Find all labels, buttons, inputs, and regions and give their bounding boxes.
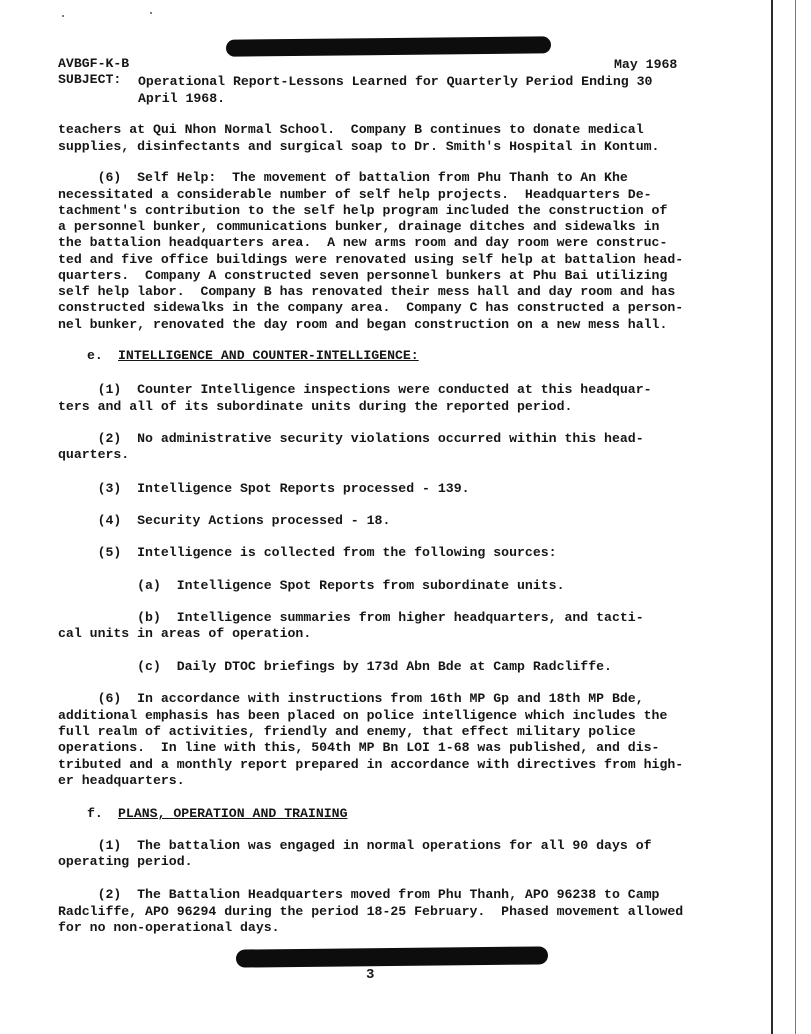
- paragraph-line: (1) The battalion was engaged in normal operations for all 90 days of: [58, 838, 652, 853]
- subject-label: SUBJECT:: [58, 72, 122, 87]
- paragraph-line: nel bunker, renovated the day room and began construction on a new mess hall.: [58, 317, 668, 332]
- paragraph-line: ted and five office buildings were renovated using self help at battalion head-: [58, 252, 684, 267]
- paragraph-line: (2) No administrative security violations occurred within this head-: [58, 431, 644, 446]
- paragraph-line: cal units in areas of operation.: [58, 626, 312, 641]
- paragraph-line: (6) In accordance with instructions from 16th MP Gp and 18th MP Bde,: [58, 691, 644, 706]
- document-date: May 1968: [614, 57, 678, 72]
- paragraph-line: operating period.: [58, 854, 193, 869]
- list-item: (3) Intelligence Spot Reports processed - 139.: [58, 481, 470, 496]
- paragraph-line: ters and all of its subordinate units during the reported period.: [58, 399, 573, 414]
- paragraph-line: teachers at Qui Nhon Normal School. Company B continues to donate medical: [58, 122, 644, 137]
- paragraph-line: full realm of activities, friendly and enemy, that effect military police: [58, 724, 636, 739]
- paragraph-line: operations. In line with this, 504th MP Bn LOI 1-68 was published, and dis-: [58, 740, 660, 755]
- paragraph-line: er headquarters.: [58, 773, 185, 788]
- scan-speck: [62, 15, 64, 17]
- scan-edge-line: [771, 0, 773, 1034]
- paragraph-line: the battalion headquarters area. A new arms room and day room were construc-: [58, 235, 668, 250]
- paragraph-line: (2) The Battalion Headquarters moved from Phu Thanh, APO 96238 to Camp: [58, 887, 660, 902]
- paragraph-line: (6) Self Help: The movement of battalion from Phu Thanh to An Khe: [58, 170, 628, 185]
- scan-speck: [150, 12, 152, 14]
- paragraph-line: a personnel bunker, communications bunker, drainage ditches and sidewalks in: [58, 219, 660, 234]
- section-f-title: PLANS, OPERATION AND TRAINING: [118, 806, 348, 821]
- paragraph-line: tributed and a monthly report prepared in accordance with directives from high-: [58, 757, 684, 772]
- list-item: (c) Daily DTOC briefings by 173d Abn Bde at Camp Radcliffe.: [58, 659, 612, 674]
- paragraph-line: for no non-operational days.: [58, 920, 280, 935]
- top-redaction-bar: [226, 36, 551, 56]
- subject-line-2: April 1968.: [138, 91, 226, 106]
- paragraph-line: self help labor. Company B has renovated their mess hall and day room and has: [58, 284, 676, 299]
- paragraph-line: constructed sidewalks in the company area. Company C has constructed a person-: [58, 300, 684, 315]
- list-item: (4) Security Actions processed - 18.: [58, 513, 391, 528]
- section-e-title: INTELLIGENCE AND COUNTER-INTELLIGENCE:: [118, 348, 419, 363]
- paragraph-line: quarters. Company A constructed seven personnel bunkers at Phu Bai utilizing: [58, 268, 668, 283]
- scan-edge-line-secondary: [795, 0, 796, 1034]
- paragraph-line: (1) Counter Intelligence inspections were conducted at this headquar-: [58, 382, 652, 397]
- paragraph-line: quarters.: [58, 447, 130, 462]
- paragraph-line: supplies, disinfectants and surgical soap to Dr. Smith's Hospital in Kontum.: [58, 139, 660, 154]
- page-number: 3: [366, 967, 375, 983]
- paragraph-line: Radcliffe, APO 96294 during the period 18-25 February. Phased movement allowed: [58, 904, 684, 919]
- paragraph-line: tachment's contribution to the self help program included the construction of: [58, 203, 668, 218]
- subject-line-1: Operational Report-Lessons Learned for Quarterly Period Ending 30: [138, 74, 653, 89]
- paragraph-line: necessitated a considerable number of self help projects. Headquarters De-: [58, 187, 652, 202]
- paragraph-line: additional emphasis has been placed on police intelligence which includes the: [58, 708, 668, 723]
- section-e-letter: e.: [87, 348, 103, 363]
- list-item: (5) Intelligence is collected from the following sources:: [58, 545, 557, 560]
- office-symbol: AVBGF-K-B: [58, 56, 130, 71]
- section-f-letter: f.: [87, 806, 103, 821]
- paragraph-line: (b) Intelligence summaries from higher headquarters, and tacti-: [58, 610, 644, 625]
- bottom-redaction-bar: [236, 946, 548, 967]
- list-item: (a) Intelligence Spot Reports from subordinate units.: [58, 578, 565, 593]
